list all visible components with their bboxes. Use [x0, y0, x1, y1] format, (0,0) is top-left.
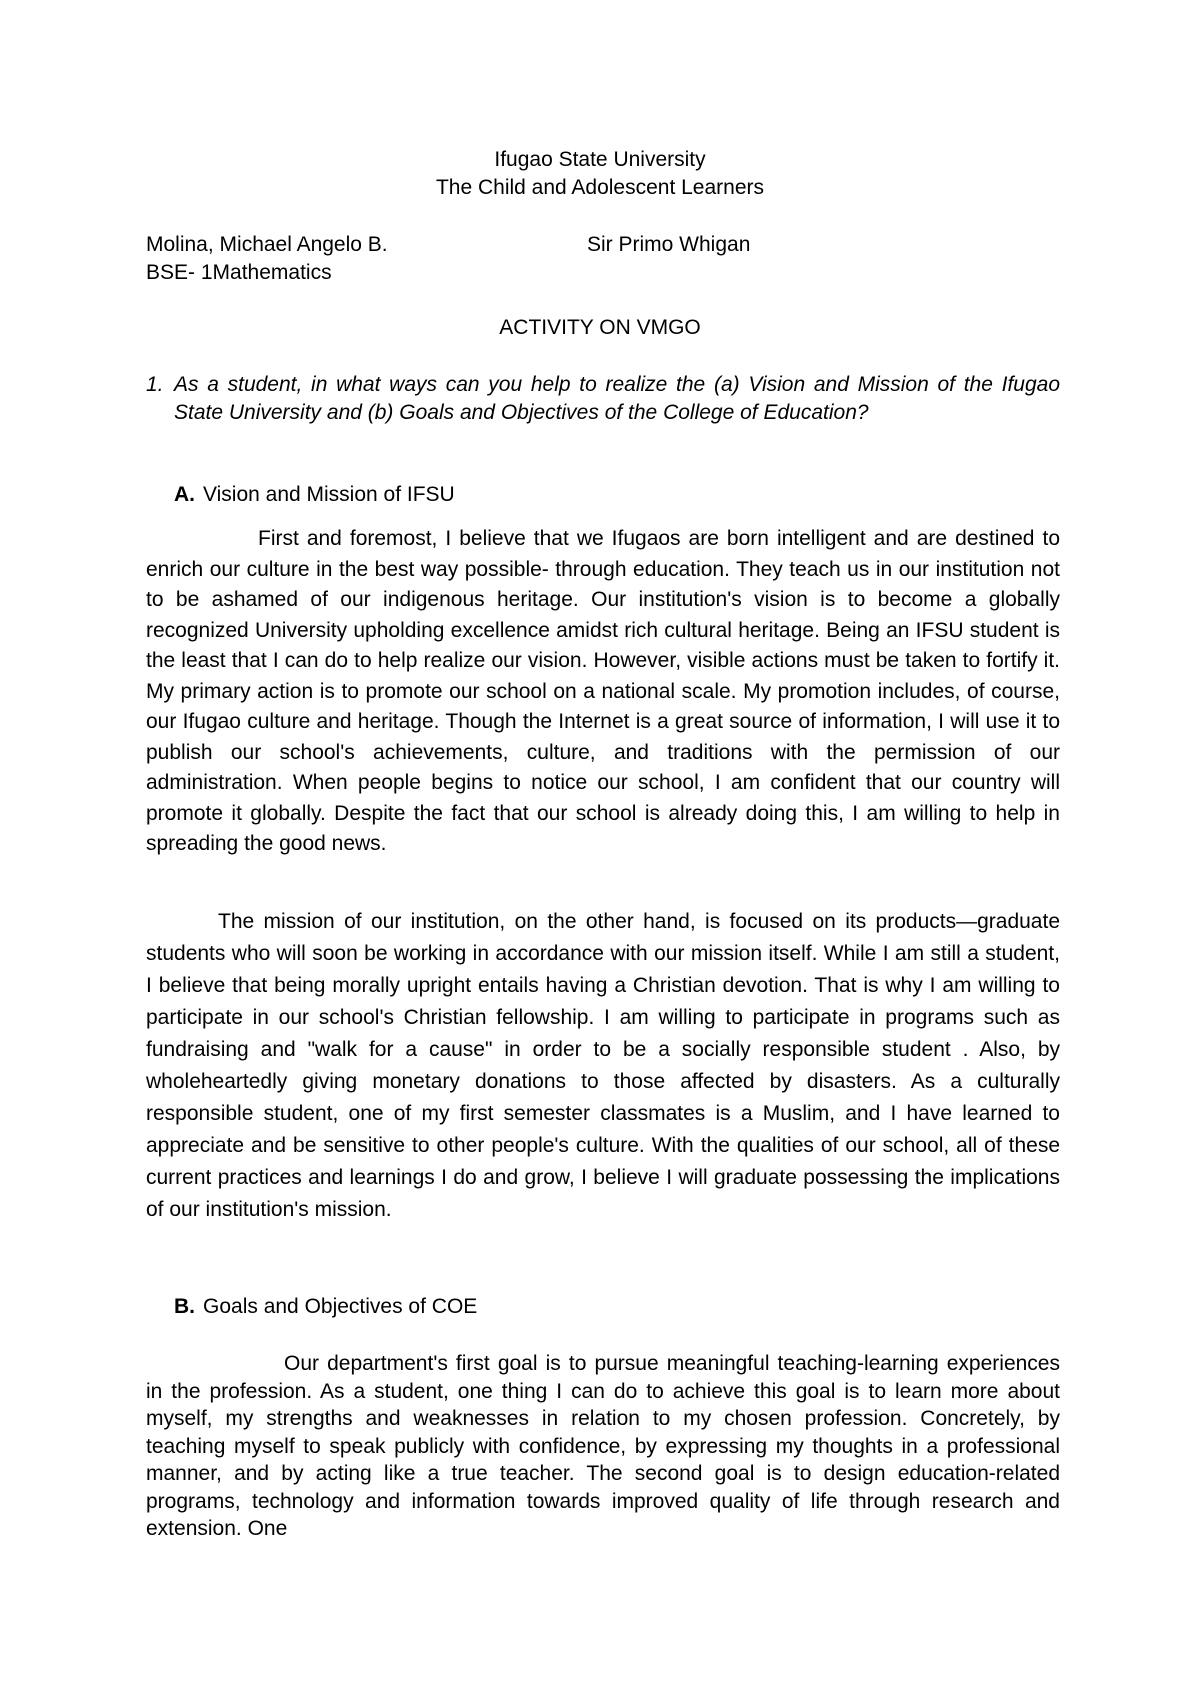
- university-name: Ifugao State University: [494, 148, 706, 171]
- course-title: The Child and Adolescent Learners: [435, 176, 765, 199]
- section-a-letter: A.: [174, 483, 195, 506]
- activity-title: ACTIVITY ON VMGO: [499, 316, 701, 339]
- student-program: BSE- 1Mathematics: [146, 261, 332, 284]
- section-a-paragraph-mission: The mission of our institution, on the other hand, is focused on its products—graduate students who will soon be working in accordance with our mission itself. While I am still a student, I believe that being morally upright entails having a Christian devotion. That is why I am willing to participate in our school's Christian fellowship. I am willing to participate in programs such as fundraising and "walk for a cause" in order to be a socially responsible student . Also, by wholeheartedly giving monetary donations to those affected by disasters. As a culturally responsible student, one of my first semester classmates is a Muslim, and I have learned to appreciate and be sensitive to other people's culture. With the qualities of our school, all of these current practices and learnings I do and grow, I believe I will graduate possessing the implications of our institution's mission.: [146, 910, 1060, 1221]
- section-a-title: Vision and Mission of IFSU: [203, 483, 455, 506]
- question-number: 1.: [146, 373, 164, 396]
- question-text: As a student, in what ways can you help to realize the (a) Vision and Mission of the Ifugao State University and (b) Goals and Objectives of the College of Education?: [174, 373, 1060, 424]
- section-b-title: Goals and Objectives of COE: [203, 1295, 478, 1318]
- section-b-paragraph-goals: Our department's first goal is to pursue meaningful teaching-learning experiences in the profession. As a student, one thing I can do to achieve this goal is to learn more about myself, my strengths and weaknesses in relation to my chosen profession. Concretely, by teaching myself to speak publicly with confidence, by expressing my thoughts in a professional manner, and by acting like a true teacher. The second goal is to design education-related programs, technology and information towards improved quality of life through research and extension. One: [146, 1352, 1060, 1540]
- student-name: Molina, Michael Angelo B.: [146, 233, 388, 256]
- section-a-heading: [174, 481, 455, 509]
- section-b-heading: [174, 1293, 477, 1321]
- section-b-letter: B.: [174, 1295, 195, 1318]
- question-block: [146, 371, 1060, 427]
- student-info: [146, 231, 1146, 287]
- document-header: [0, 146, 1200, 202]
- section-a-paragraph-vision: First and foremost, I believe that we Ifugaos are born intelligent and are destined to enrich our culture in the best way possible- through education. They teach us in our institution not to be ashamed of our indigenous heritage. Our institution's vision is to become a globally recognized University upholding excellence amidst rich cultural heritage. Being an IFSU student is the least that I can do to help realize our vision. However, visible actions must be taken to fortify it. My primary action is to promote our school on a national scale. My promotion includes, of course, our Ifugao culture and heritage. Though the Internet is a great source of information, I will use it to publish our school's achievements, culture, and traditions with the permission of our administration. When people begins to notice our school, I am confident that our country will promote it globally. Despite the fact that our school is already doing this, I am willing to help in spreading the good news.: [146, 527, 1060, 855]
- instructor-name: Sir Primo Whigan: [587, 233, 751, 256]
